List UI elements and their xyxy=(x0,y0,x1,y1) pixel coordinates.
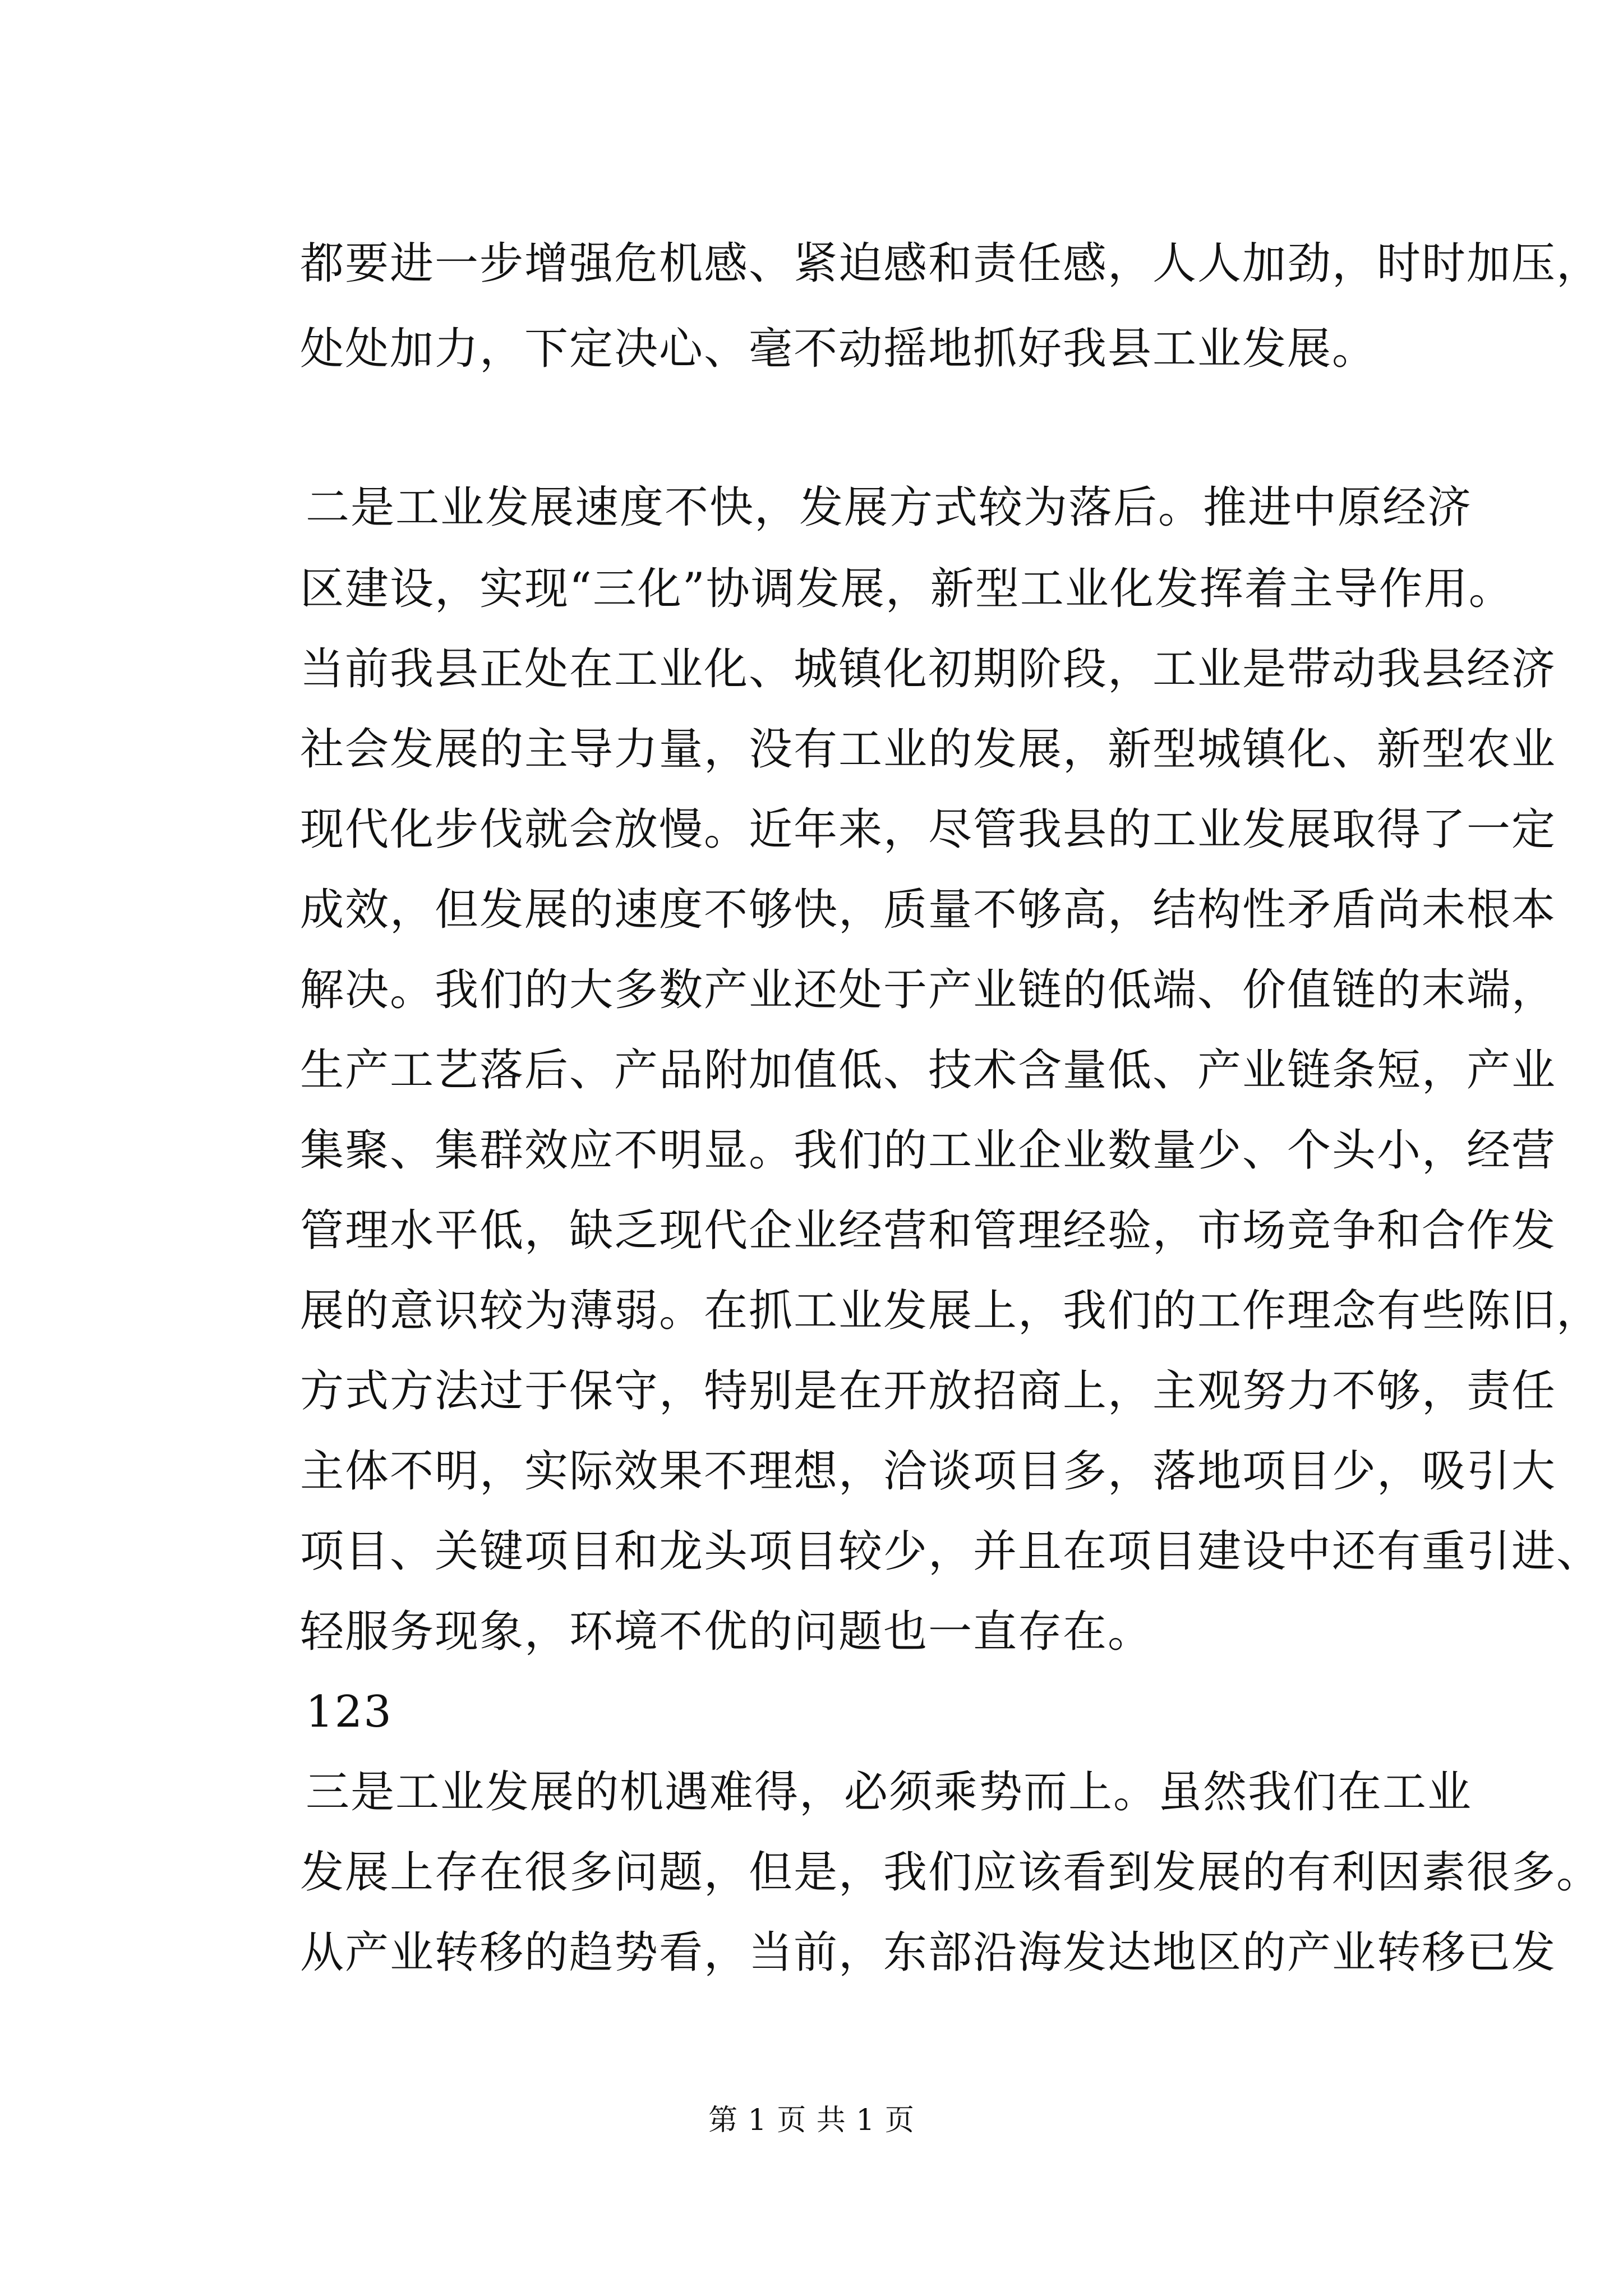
text-line: 项目、关键项目和龙头项目较少，并且在项目建设中还有重引进、 xyxy=(300,1526,1602,1577)
text-line: 都要进一步增强危机感、紧迫感和责任感，人人加劲，时时加压， xyxy=(300,238,1602,289)
text-line: 区建设，实现“三化”协调发展，新型工业化发挥着主导作用。 xyxy=(300,564,1514,614)
text-line: 从产业转移的趋势看，当前，东部沿海发达地区的产业转移已发 xyxy=(300,1927,1557,1978)
text-line: 方式方法过于保守，特别是在开放招商上，主观努力不够，责任 xyxy=(300,1366,1557,1416)
text-line: 社会发展的主导力量，没有工业的发展，新型城镇化、新型农业 xyxy=(300,724,1557,775)
text-line: 主体不明，实际效果不理想，洽谈项目多，落地项目少，吸引大 xyxy=(300,1446,1557,1497)
text-line: 当前我县正处在工业化、城镇化初期阶段，工业是带动我县经济 xyxy=(300,644,1557,694)
text-line: 成效，但发展的速度不够快，质量不够高，结构性矛盾尚未根本 xyxy=(300,885,1557,935)
text-line: 发展上存在很多问题，但是，我们应该看到发展的有利因素很多。 xyxy=(300,1847,1602,1898)
paragraph-start-line: 二是工业发展速度不快，发展方式较为落后。推进中原经济 xyxy=(306,482,1473,533)
page-footer: 第 1 页 共 1 页 xyxy=(708,2104,915,2137)
text-line: 集聚、集群效应不明显。我们的工业企业数量少、个头小，经营 xyxy=(300,1125,1557,1176)
text-line: 管理水平低，缺乏现代企业经营和管理经验，市场竞争和合作发 xyxy=(300,1205,1557,1256)
text-line: 生产工艺落后、产品附加值低、技术含量低、产业链条短，产业 xyxy=(300,1045,1557,1096)
text-line: 解决。我们的大多数产业还处于产业链的低端、价值链的末端， xyxy=(300,965,1557,1015)
text-line: 轻服务现象，环境不优的问题也一直存在。 xyxy=(300,1607,1153,1657)
text-line: 展的意识较为薄弱。在抓工业发展上，我们的工作理念有些陈旧， xyxy=(300,1286,1602,1336)
text-line: 处处加力，下定决心、毫不动摇地抓好我县工业发展。 xyxy=(300,324,1377,374)
page-marker-number: 123 xyxy=(306,1687,393,1737)
text-line: 现代化步伐就会放慢。近年来，尽管我县的工业发展取得了一定 xyxy=(300,804,1557,855)
paragraph-start-line: 三是工业发展的机遇难得，必须乘势而上。虽然我们在工业 xyxy=(306,1767,1473,1818)
